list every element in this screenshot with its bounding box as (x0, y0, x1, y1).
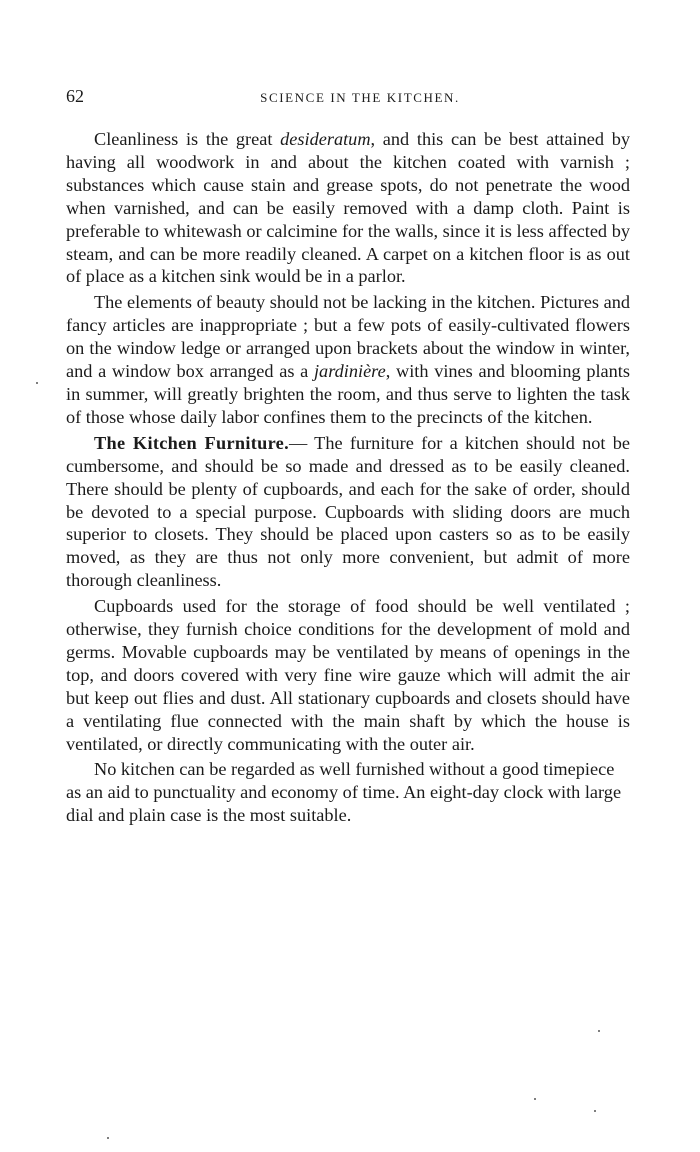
paragraph-text: No kitchen can be regarded as well furnished without a good timepiece as an aid to punctuality and economy of time. An eight-day clock with large dial and plain case is the most suitable. (66, 759, 622, 826)
page-number: 62 (66, 86, 84, 106)
paragraph-text: — The furniture for a kitchen should not be cumbersome, and should be so made and dressed as to be easily cleaned. There should be plenty of cupboards, and each for the sake of order, should be devoted to a special purpose. Cupboards with sliding doors are much superior to closets. They should be placed upon casters so as to be easily moved, as they are thus not only more convenient, but admit of more thorough cleanliness. (66, 432, 630, 591)
paragraph (66, 291, 630, 428)
paragraph-text: Cleanliness is the great (94, 129, 281, 149)
scan-speck (594, 1110, 596, 1112)
paragraph-text: , with vines and blooming plants in summer, will greatly brighten the room, and thus serve to lighten the task of those whose daily labor confines them to the precincts of the kitchen. (66, 361, 630, 427)
scan-speck (36, 382, 38, 384)
body-text (66, 128, 630, 827)
scan-speck (598, 1030, 600, 1032)
scan-speck (107, 1137, 109, 1139)
running-head: SCIENCE IN THE KITCHEN. (260, 90, 460, 105)
paragraph (66, 758, 630, 827)
scan-speck (534, 1098, 536, 1100)
paragraph-text: , and this can be best attained by having all woodwork in and about the kitchen coated with varnish ; substances which cause stain and grease spots, do not penetrate the wood when varnished, and can be easily removed with a damp cloth. Paint is preferable to whitewash or calcimine for the walls, since it is less affected by steam, and can be more readily cleaned. A carpet on a kitchen floor is as out of place as a kitchen sink would be in a parlor. (66, 129, 630, 287)
paragraph (66, 128, 630, 288)
paragraph-text: The elements of beauty should not be lacking in the kitchen. Pictures and fancy articles are inappropriate ; but a few pots of easily-cultivated flowers on the window ledge or arranged upon brackets about the window in winter, and a window box arranged as a (66, 292, 630, 382)
paragraph (66, 595, 630, 755)
section-heading: The Kitchen Furniture. (94, 432, 289, 453)
paragraph (66, 432, 630, 592)
page-header (66, 86, 632, 110)
paragraph-text: Cupboards used for the storage of food should be well ventilated ; otherwise, they furnish choice conditions for the development of mold and germs. Movable cupboards may be ventilated by means of openings in the top, and doors covered with very fine wire gauze which will admit the air but keep out flies and dust. All stationary cupboards and closets should have a ventilating flue connected with the main shaft by which the house is ventilated, or directly communicating with the outer air. (66, 596, 630, 754)
italic-term: jardinière (313, 361, 386, 382)
italic-term: desideratum (280, 129, 371, 149)
